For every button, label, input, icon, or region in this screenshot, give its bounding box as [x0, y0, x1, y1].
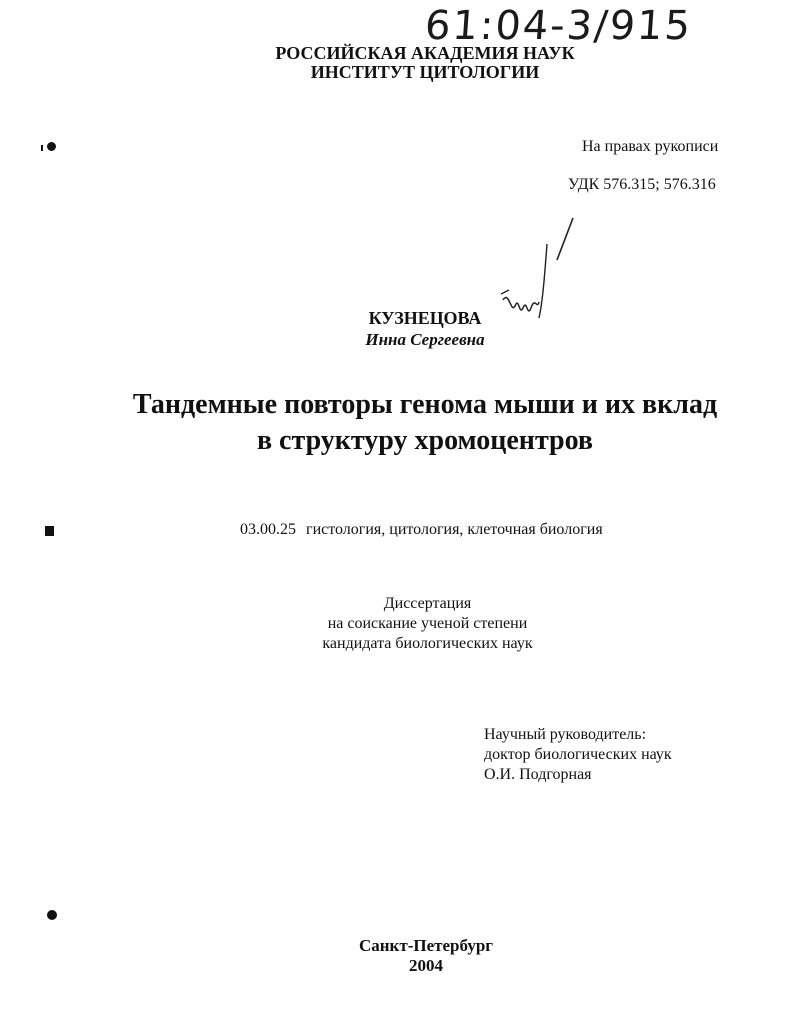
archive-stamp: 61:04-3/915: [423, 3, 694, 49]
degree-purpose: на соискание ученой степени: [327, 615, 528, 632]
dissertation-label: Диссертация: [383, 595, 472, 612]
author-name: Инна Сергеевна: [365, 330, 485, 349]
institute-name: ИНСТИТУТ ЦИТОЛОГИИ: [310, 62, 540, 82]
city: Санкт-Петербург: [358, 936, 494, 955]
supervisor-label: Научный руководитель:: [484, 726, 647, 743]
dissertation-title-line-1: Тандемные повторы генома мыши и их вклад: [132, 389, 718, 420]
specialty-code: 03.00.25: [240, 521, 296, 538]
author-surname: КУЗНЕЦОВА: [368, 308, 482, 328]
dissertation-title-line-2: в структуру хромоцентров: [256, 425, 594, 456]
specialty: [240, 521, 603, 539]
year: 2004: [409, 956, 443, 975]
specialty-name: гистология, цитология, клеточная биология: [306, 521, 603, 538]
organization-name: РОССИЙСКАЯ АКАДЕМИЯ НАУК: [275, 43, 575, 63]
supervisor-degree: доктор биологических наук: [484, 746, 672, 763]
scan-tick-top: [41, 145, 43, 151]
supervisor-name: О.И. Подгорная: [484, 766, 592, 783]
scan-dot-top: [47, 142, 56, 151]
manuscript-note: На правах рукописи: [582, 138, 719, 155]
scan-dot-middle: [45, 526, 54, 536]
degree-name: кандидата биологических наук: [322, 635, 533, 652]
scan-dot-bottom: [47, 910, 57, 920]
udk-code: УДК 576.315; 576.316: [568, 176, 716, 193]
